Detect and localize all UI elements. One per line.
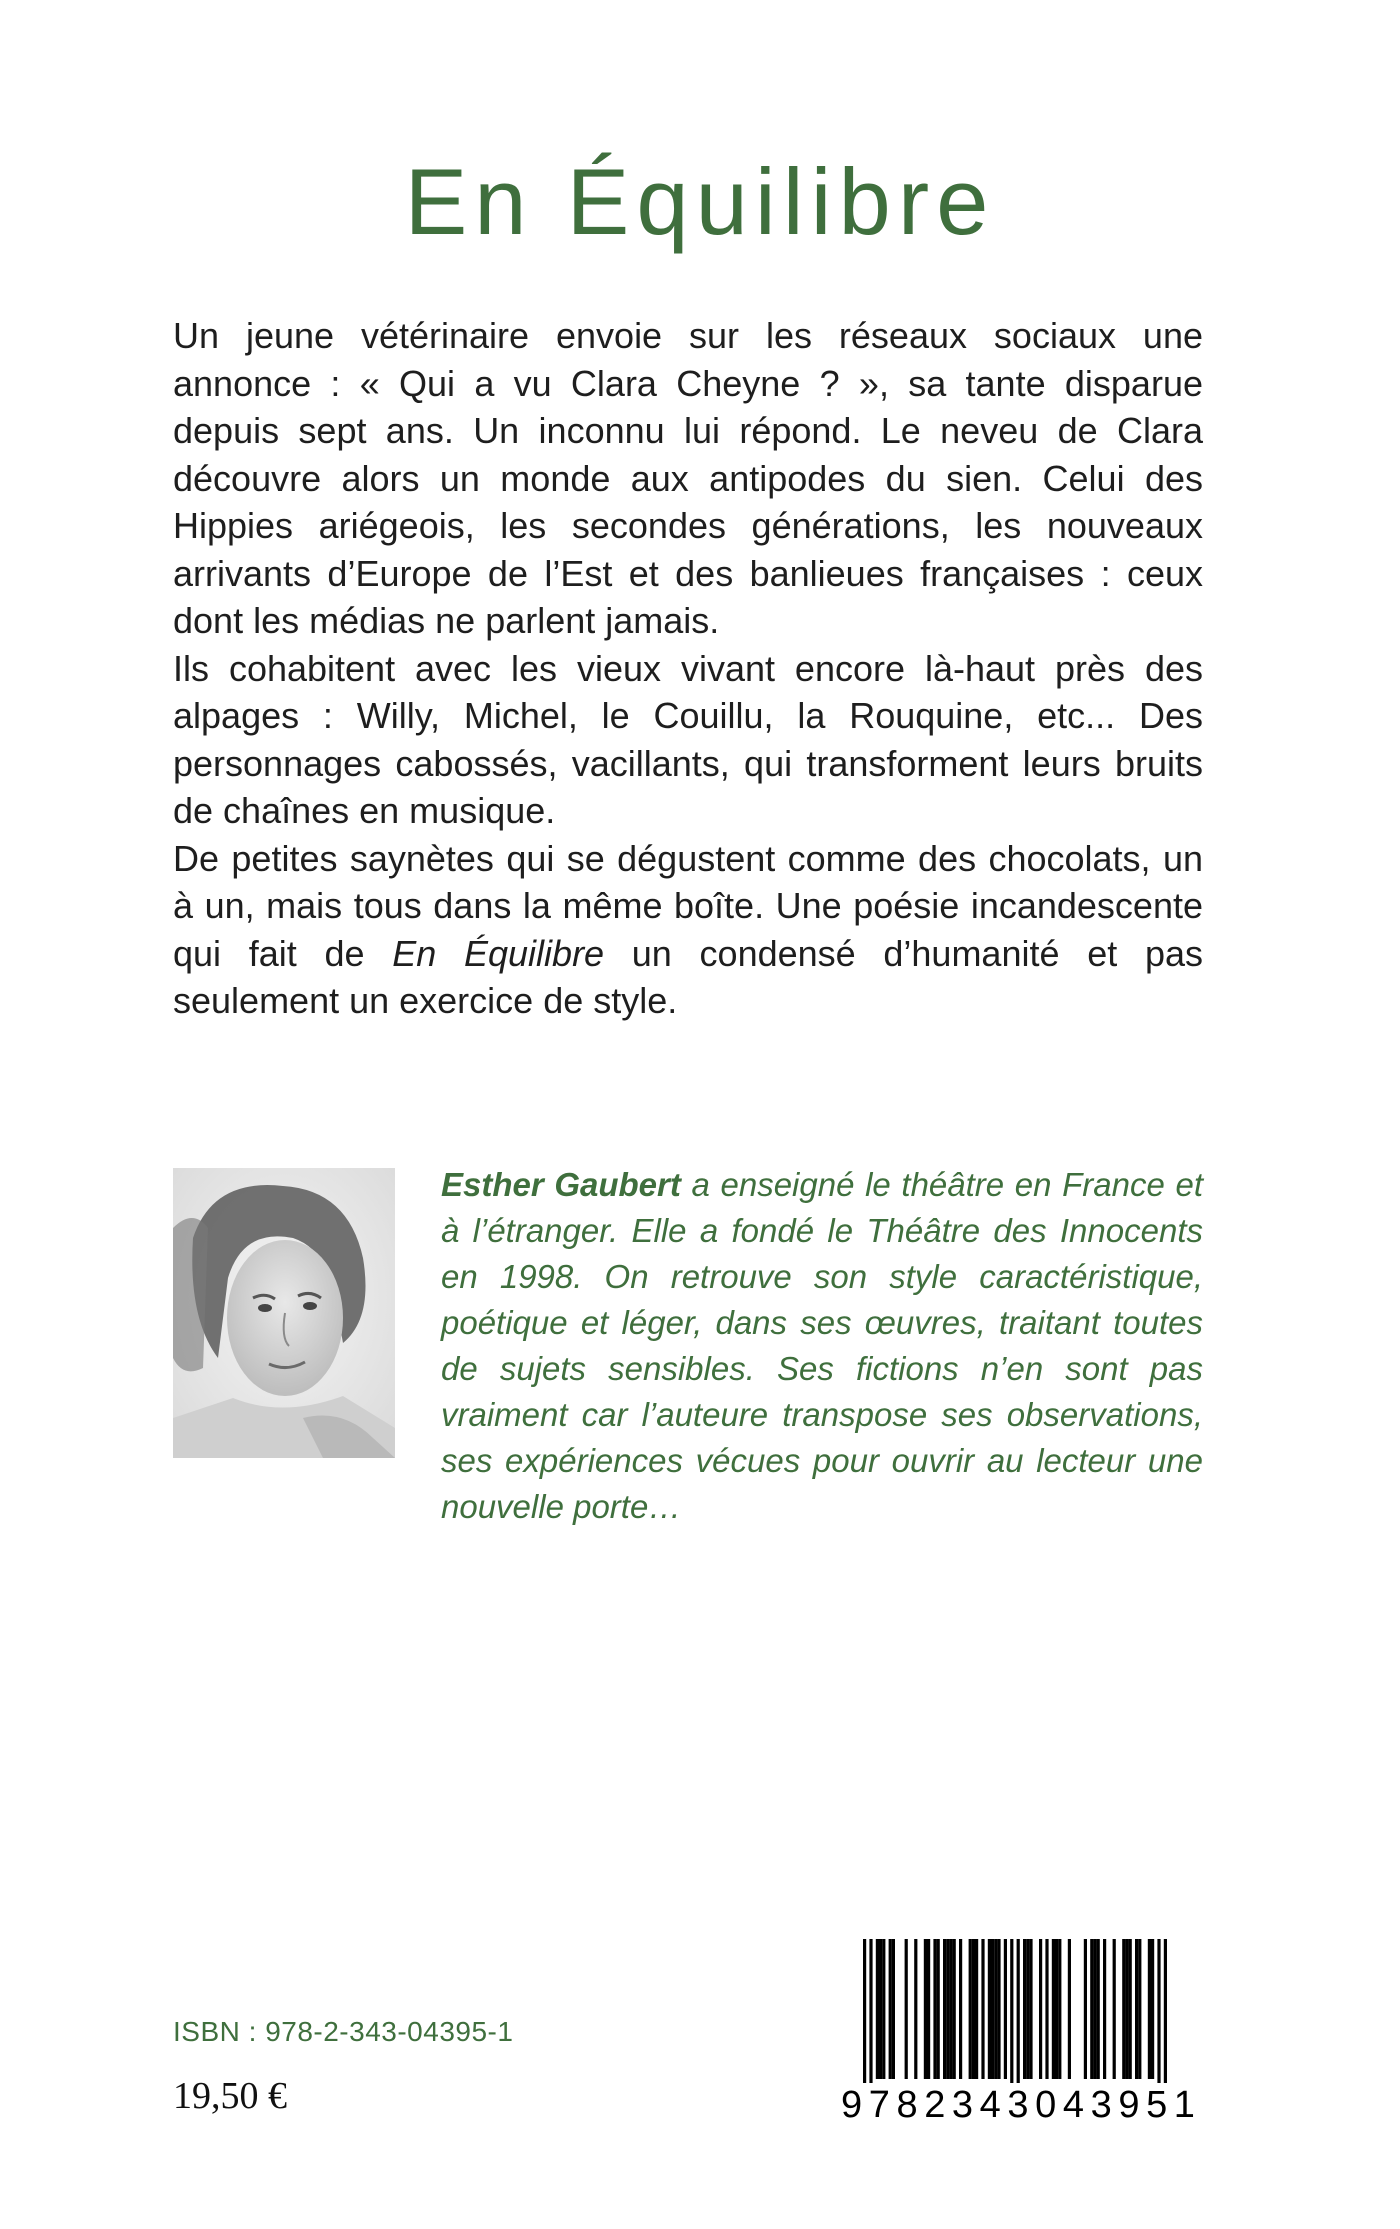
- barcode-bar: [1164, 1939, 1167, 2089]
- barcode-bar: [927, 1939, 930, 2079]
- barcode-bar: [953, 1939, 956, 2079]
- barcode-bar: [879, 1939, 882, 2079]
- author-name: Esther Gaubert: [441, 1166, 681, 1203]
- barcode-bar: [1055, 1939, 1058, 2079]
- barcode-bar: [949, 1939, 952, 2079]
- barcode-bar: [997, 1939, 1000, 2079]
- barcode-bar: [969, 1939, 972, 2079]
- barcode-bar: [914, 1939, 917, 2079]
- barcode-bar: [991, 1939, 994, 2079]
- barcode-bar: [1097, 1939, 1100, 2079]
- synopsis-paragraph-2: Ils cohabitent avec les vieux vivant encore là-haut près des alpages : Willy, Michel, le Couillu, la Rouquine, etc... Des personnages cabossés, vacillants, qui transforment leurs bruits de chaînes en musique.: [173, 647, 1203, 831]
- price: 19,50 €: [173, 2075, 287, 2117]
- barcode-bar: [933, 1939, 936, 2079]
- barcode-bar: [882, 1939, 885, 2079]
- barcode-bar: [869, 1939, 872, 2089]
- barcode-bar: [1129, 1939, 1132, 2079]
- barcode-bar: [1090, 1939, 1093, 2079]
- barcode-bar: [1045, 1939, 1048, 2079]
- barcode-bar: [876, 1939, 879, 2079]
- barcode-bar: [1017, 1939, 1020, 2089]
- synopsis-book-title: En Équilibre: [392, 932, 605, 974]
- barcode-bar: [863, 1939, 866, 2089]
- barcode-bar: [1093, 1939, 1096, 2079]
- barcode-bar: [1010, 1939, 1013, 2089]
- barcode-bar: [937, 1939, 940, 2079]
- book-title: En Équilibre: [404, 148, 996, 254]
- barcode-bar: [959, 1939, 962, 2079]
- barcode-bar: [1151, 1939, 1154, 2079]
- barcode-bar: [889, 1939, 892, 2079]
- barcode-bar: [994, 1939, 997, 2079]
- author-photo: [173, 1168, 395, 1458]
- barcode-bar: [1122, 1939, 1125, 2079]
- barcode-bar: [1023, 1939, 1026, 2079]
- barcode-bar: [1113, 1939, 1116, 2079]
- barcode-bar: [972, 1939, 975, 2079]
- synopsis-paragraph-1: Un jeune vétérinaire envoie sur les réseaux sociaux une annonce : « Qui a vu Clara Cheyne ? », sa tante disparue depuis sept ans. Un inconnu lui répond. Le neveu de Clara découvre alors un monde aux antipodes du sien. Celui des Hippies ariégeois, les secondes générations, les nouveaux arrivants d’Europe de l’Est et des banlieues françaises : ceux dont les médias ne parlent jamais.: [173, 315, 1203, 641]
- isbn: ISBN : 978-2-343-04395-1: [173, 2016, 514, 2047]
- barcode-bar: [943, 1939, 946, 2079]
- barcode-bar: [1157, 1939, 1160, 2089]
- barcode: [835, 1935, 1202, 2127]
- synopsis-paragraph-3: [173, 835, 1203, 1025]
- barcode-bar: [1125, 1939, 1128, 2079]
- barcode-digits: 9782343043951: [835, 2083, 1201, 2127]
- barcode-bar: [1029, 1939, 1032, 2079]
- barcode-bar: [1039, 1939, 1042, 2079]
- synopsis: [173, 312, 1203, 1025]
- barcode-bar: [1135, 1939, 1138, 2079]
- barcode-bar: [924, 1939, 927, 2079]
- barcode-bar: [1004, 1939, 1007, 2079]
- barcode-bar: [1052, 1939, 1055, 2079]
- barcode-bar: [1058, 1939, 1061, 2079]
- barcode-bar: [892, 1939, 895, 2079]
- barcode-bar: [1026, 1939, 1029, 2079]
- barcode-bar: [988, 1939, 991, 2079]
- synopsis-text: De petites saynètes qui se dégustent comme des chocolats, un à un, mais tous dans la même boîte. Une poésie incandescente qui fait de: [173, 837, 1203, 974]
- barcode-bar: [975, 1939, 978, 2079]
- author-bio-text: a enseigné le théâtre en France et à l’étranger. Elle a fondé le Théâtre des Innocents en 1998. On retrouve son style caractéristique, poétique et léger, dans ses œuvres, traitant toutes de sujets sensibles. Ses fictions n’en sont pas vraiment car l’auteure transpose ses observations, ses expériences vécues pour ouvrir au lecteur une nouvelle porte…: [441, 1166, 1203, 1525]
- barcode-bar: [1148, 1939, 1151, 2079]
- synopsis-text: un condensé d’humanité et pas seulement un exercice de style.: [173, 932, 1203, 1021]
- barcode-bar: [946, 1939, 949, 2079]
- barcode-bar: [905, 1939, 908, 2079]
- barcode-bar: [1103, 1939, 1106, 2079]
- barcode-bar: [1084, 1939, 1087, 2079]
- barcode-bar: [981, 1939, 984, 2079]
- barcode-bar: [1068, 1939, 1071, 2079]
- barcode-bar: [1138, 1939, 1141, 2079]
- author-bio: [441, 1162, 1203, 1530]
